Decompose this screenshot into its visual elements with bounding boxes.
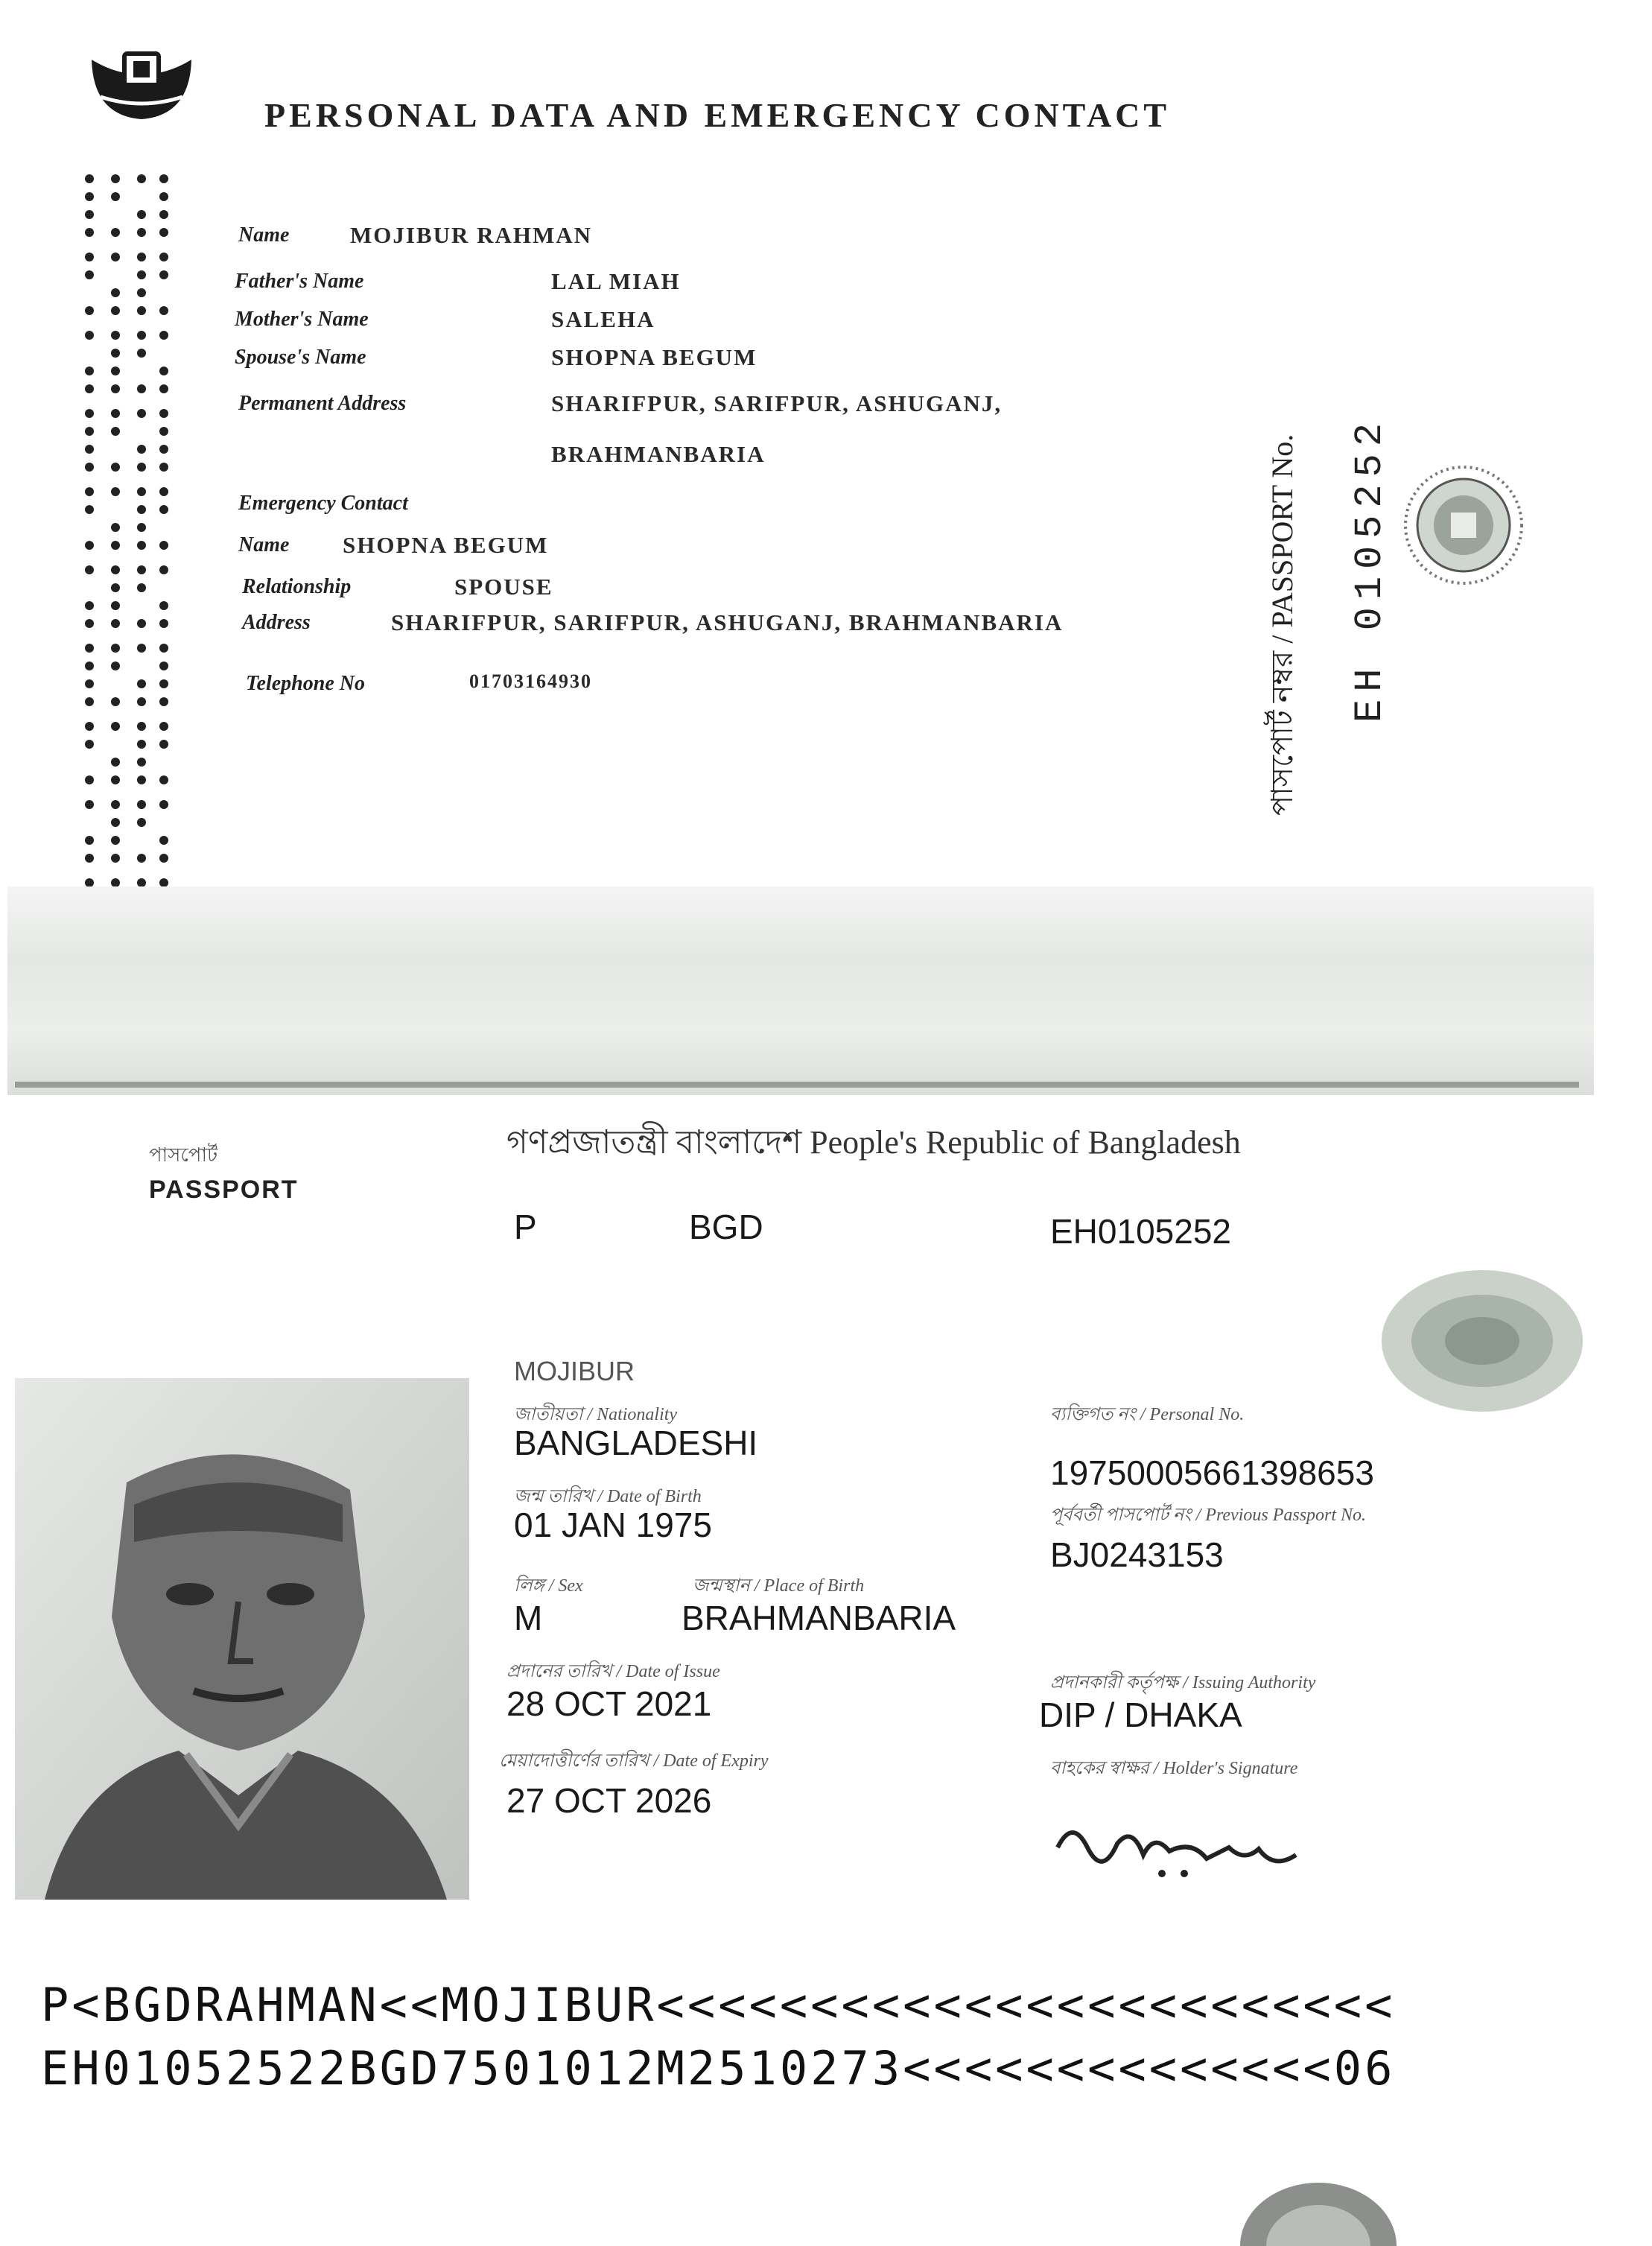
nationality-value: BANGLADESHI xyxy=(514,1424,758,1462)
issuing-authority-value: DIP / DHAKA xyxy=(1039,1695,1242,1734)
page-fold-shadow xyxy=(7,886,1594,1095)
mothers-name-value: SALEHA xyxy=(551,306,655,332)
name-value: MOJIBUR RAHMAN xyxy=(350,222,593,248)
sex-label: লিঙ্গ / Sex xyxy=(514,1576,583,1596)
spouses-name-value: SHOPNA BEGUM xyxy=(551,344,757,370)
country-header: গণপ্রজাতন্ত্রী বাংলাদেশ People's Republic of Bangladesh xyxy=(506,1124,1241,1161)
passport-no-vertical-label: পাসপোর্ট নম্বর / PASSPORT No. xyxy=(1265,434,1299,816)
emergency-contact-heading: Emergency Contact xyxy=(238,492,408,515)
passport-label: PASSPORT xyxy=(149,1176,299,1204)
previous-passport-label: পূর্ববর্তী পাসপোর্ট নং / Previous Passport No. xyxy=(1050,1506,1367,1525)
previous-passport-value: BJ0243153 xyxy=(1050,1535,1224,1574)
issuing-authority-label: প্রদানকারী কর্তৃপক্ষ / Issuing Authority xyxy=(1050,1673,1316,1693)
place-of-birth-value: BRAHMANBARIA xyxy=(682,1599,956,1637)
bangladesh-emblem-icon xyxy=(86,45,197,127)
spouses-name-label: Spouse's Name xyxy=(235,346,366,369)
name-label: Name xyxy=(238,223,290,247)
permanent-address-line2: BRAHMANBARIA xyxy=(551,441,766,467)
signature-label: বাহকের স্বাক্ষর / Holder's Signature xyxy=(1050,1759,1298,1778)
permanent-address-line1: SHARIFPUR, SARIFPUR, ASHUGANJ, xyxy=(551,390,1003,416)
mrz-line-2: EH01052522BGD7501012M2510273<<<<<<<<<<<<<<06 xyxy=(41,2041,1396,2096)
issue-date-label: প্রদানের তারিখ / Date of Issue xyxy=(506,1662,720,1681)
country-code: BGD xyxy=(689,1208,763,1246)
issue-date-value: 28 OCT 2021 xyxy=(506,1684,712,1723)
official-seal-icon xyxy=(1400,462,1527,589)
fathers-name-value: LAL MIAH xyxy=(551,268,681,294)
nationality-label: জাতীয়তা / Nationality xyxy=(514,1405,678,1424)
mothers-name-label: Mother's Name xyxy=(235,308,369,331)
emergency-address-label: Address xyxy=(242,611,311,634)
corner-stamp-icon xyxy=(1229,2175,1408,2246)
holder-photo xyxy=(15,1378,469,1900)
perforated-passport-number xyxy=(74,171,179,961)
dob-label: জন্ম তারিখ / Date of Birth xyxy=(514,1487,702,1506)
passport-number: EH0105252 xyxy=(1050,1212,1231,1251)
passport-no-vertical-number: EH 0105252 xyxy=(1348,415,1392,723)
expiry-date-value: 27 OCT 2026 xyxy=(506,1781,712,1820)
dob-value: 01 JAN 1975 xyxy=(514,1506,712,1544)
emergency-name-label: Name xyxy=(238,533,290,556)
emergency-name-value: SHOPNA BEGUM xyxy=(343,532,549,558)
place-of-birth-label: জন্মস্থান / Place of Birth xyxy=(693,1576,865,1596)
relationship-label: Relationship xyxy=(242,575,352,598)
name-partial: MOJIBUR xyxy=(514,1356,635,1386)
document-type: P xyxy=(514,1208,537,1246)
telephone-label: Telephone No xyxy=(246,672,365,695)
passport-label-bengali: পাসপোর্ট xyxy=(149,1144,218,1166)
emergency-address-value: SHARIFPUR, SARIFPUR, ASHUGANJ, BRAHMANBARIA xyxy=(391,609,1064,635)
page-title: PERSONAL DATA AND EMERGENCY CONTACT xyxy=(264,96,1171,134)
mrz-line-1: P<BGDRAHMAN<<MOJIBUR<<<<<<<<<<<<<<<<<<<<<<<< xyxy=(41,1978,1396,2032)
permanent-address-label: Permanent Address xyxy=(238,392,407,415)
expiry-date-label: মেয়াদোত্তীর্ণের তারিখ / Date of Expiry xyxy=(499,1751,769,1771)
page-fold-edge xyxy=(15,1082,1579,1088)
sex-value: M xyxy=(514,1599,543,1637)
relationship-value: SPOUSE xyxy=(454,574,553,600)
holder-signature xyxy=(1050,1803,1333,1885)
hologram-seal-icon xyxy=(1370,1259,1586,1415)
telephone-value: 01703164930 xyxy=(469,670,592,692)
personal-no-label: ব্যক্তিগত নং / Personal No. xyxy=(1050,1405,1245,1424)
fathers-name-label: Father's Name xyxy=(235,270,364,293)
personal-no-value: 19750005661398653 xyxy=(1050,1453,1374,1492)
